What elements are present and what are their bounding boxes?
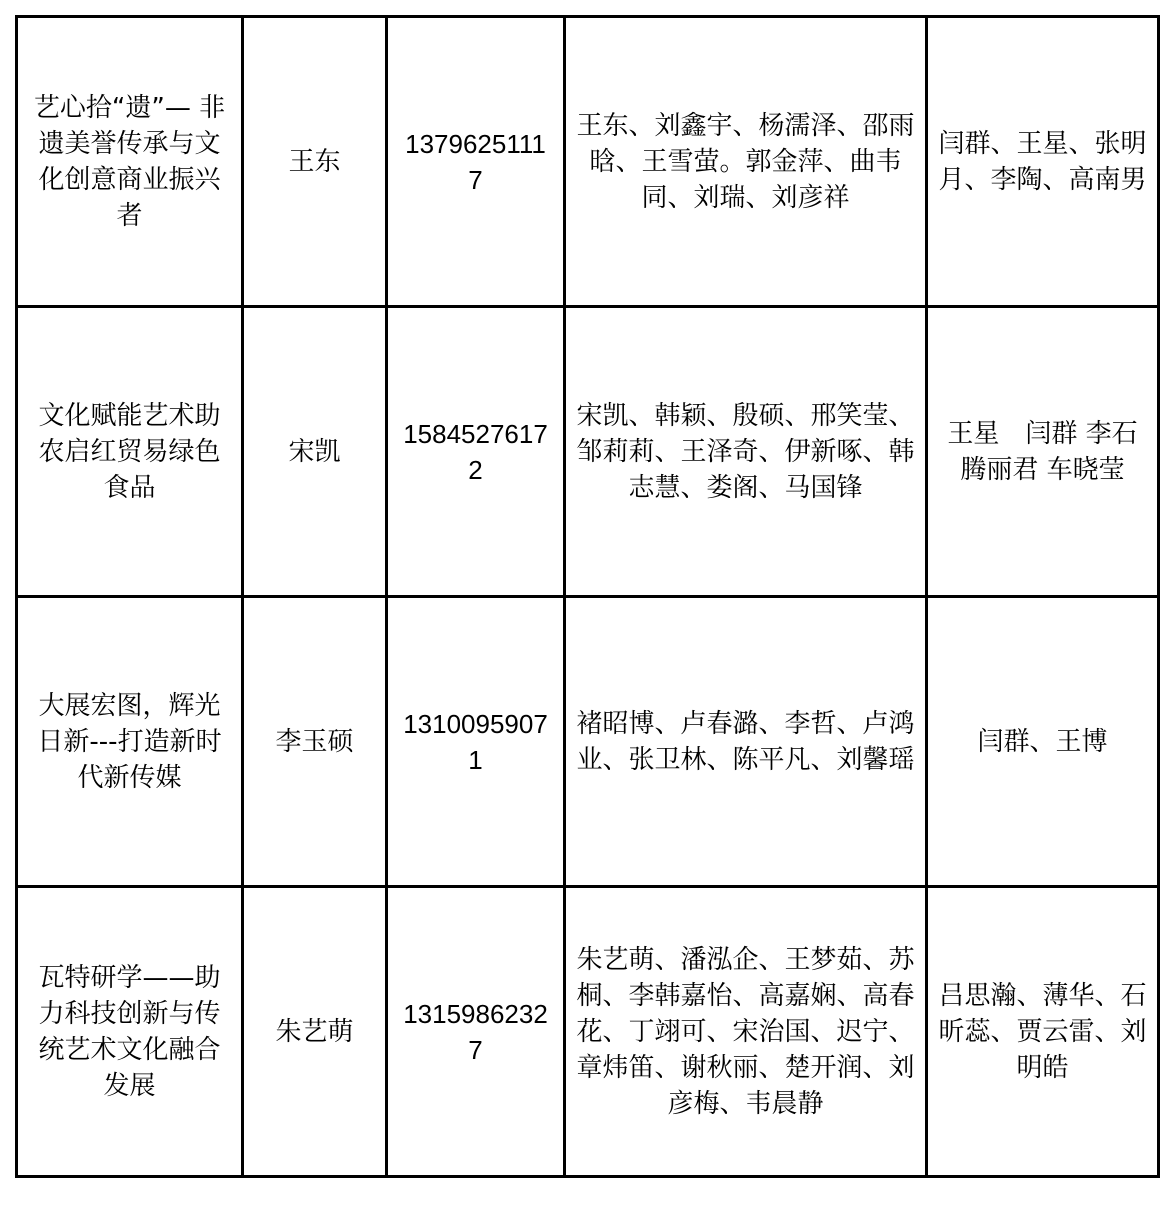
members-cell bbox=[565, 17, 927, 307]
team-members: 朱艺萌、潘泓企、王梦茹、苏桐、李韩嘉怡、高嘉娴、高春花、丁翊可、宋治国、迟宁、章炜笛、谢秋丽、楚开润、刘彦梅、韦晨静 bbox=[576, 944, 915, 1119]
leader-cell bbox=[243, 307, 387, 597]
project-table bbox=[15, 15, 1160, 1178]
members-cell bbox=[565, 307, 927, 597]
table-row bbox=[17, 597, 1159, 887]
table-row bbox=[17, 887, 1159, 1177]
leader-cell bbox=[243, 887, 387, 1177]
members-cell bbox=[565, 597, 927, 887]
team-members: 王东、刘鑫宇、杨濡泽、邵雨晗、王雪萤。郭金萍、曲韦同、刘瑞、刘彦祥 bbox=[576, 110, 915, 213]
team-members: 宋凯、韩颖、殷硕、邢笑莹、邹莉莉、王泽奇、伊新啄、韩志慧、娄阁、马国锋 bbox=[576, 400, 915, 503]
phone-cell bbox=[387, 17, 565, 307]
project-name-cell bbox=[17, 17, 243, 307]
phone-number: 13796251117 bbox=[405, 128, 546, 195]
mentors-cell bbox=[927, 597, 1159, 887]
mentor-names: 吕思瀚、薄华、石昕蕊、贾云雷、刘明皓 bbox=[938, 980, 1147, 1083]
project-name-cell bbox=[17, 307, 243, 597]
project-name: 文化赋能艺术助农启红贸易绿色食品 bbox=[38, 400, 221, 503]
mentor-names: 闫群、王博 bbox=[977, 726, 1108, 757]
mentor-names: 王星 闫群 李石腾丽君 车晓莹 bbox=[947, 418, 1138, 485]
leader-name: 朱艺萌 bbox=[275, 1016, 354, 1047]
leader-name: 宋凯 bbox=[288, 436, 341, 467]
project-name-cell bbox=[17, 597, 243, 887]
team-members: 褚昭博、卢春潞、李哲、卢鸿业、张卫林、陈平凡、刘馨瑶 bbox=[576, 708, 915, 775]
leader-cell bbox=[243, 17, 387, 307]
members-cell bbox=[565, 887, 927, 1177]
table-row bbox=[17, 307, 1159, 597]
phone-number: 15845276172 bbox=[403, 418, 548, 485]
project-name: 大展宏图，辉光日新---打造新时代新传媒 bbox=[37, 690, 222, 793]
mentor-names: 闫群、王星、张明月、李陶、高南男 bbox=[938, 128, 1147, 195]
phone-number: 13159862327 bbox=[403, 998, 548, 1065]
phone-cell bbox=[387, 887, 565, 1177]
leader-name: 王东 bbox=[288, 146, 341, 177]
phone-cell bbox=[387, 307, 565, 597]
phone-number: 13100959071 bbox=[403, 708, 548, 775]
leader-cell bbox=[243, 597, 387, 887]
project-name: 瓦特研学——助力科技创新与传统艺术文化融合发展 bbox=[38, 962, 221, 1101]
leader-name: 李玉硕 bbox=[275, 726, 354, 757]
mentors-cell bbox=[927, 17, 1159, 307]
phone-cell bbox=[387, 597, 565, 887]
project-name: 艺心拾“遗”— 非遗美誉传承与文化创意商业振兴者 bbox=[33, 92, 226, 231]
table-row bbox=[17, 17, 1159, 307]
mentors-cell bbox=[927, 887, 1159, 1177]
project-name-cell bbox=[17, 887, 243, 1177]
mentors-cell bbox=[927, 307, 1159, 597]
